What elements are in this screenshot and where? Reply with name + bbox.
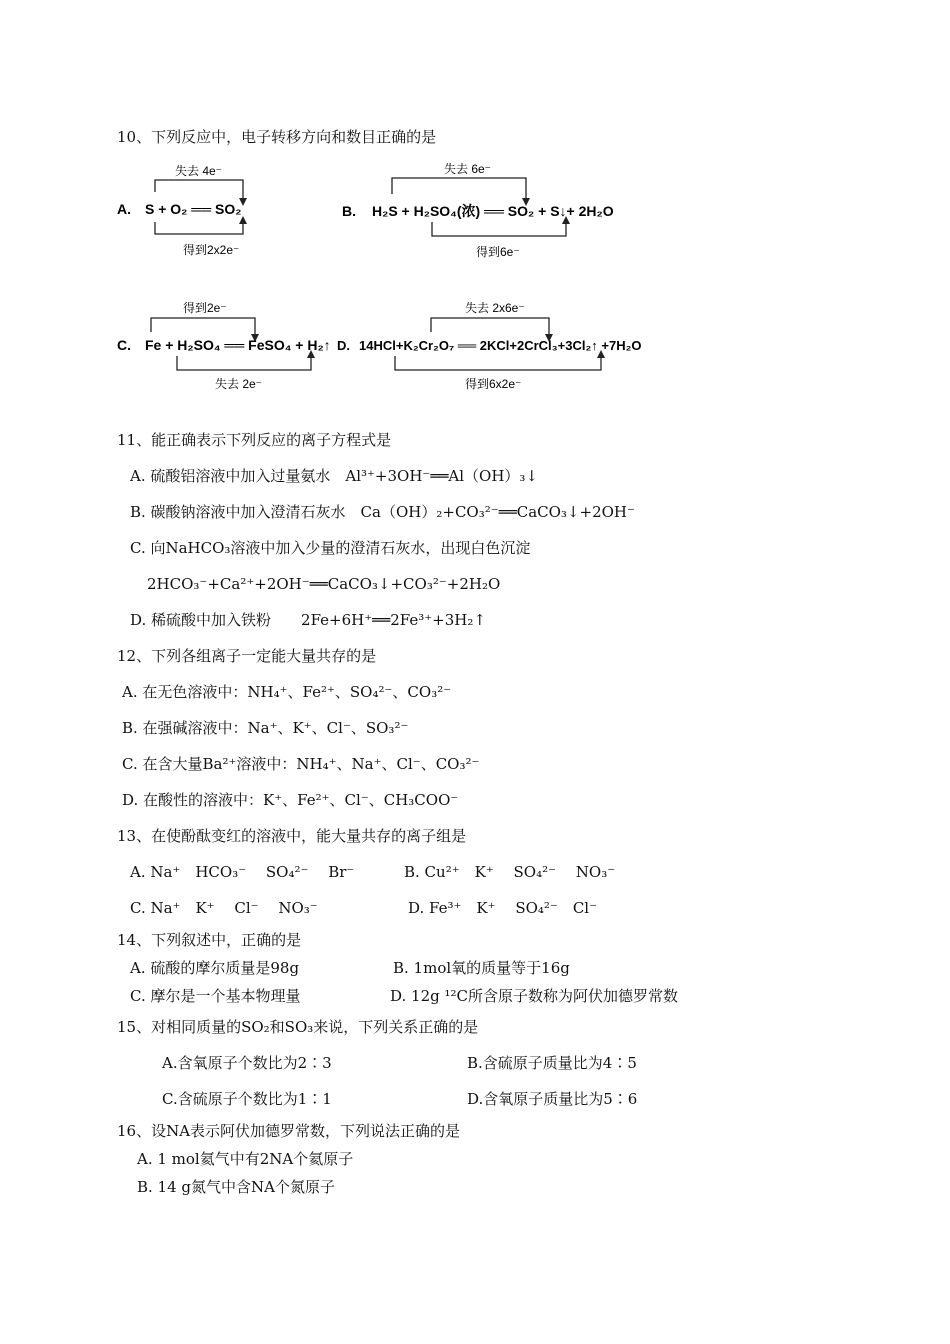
q13-option-c: C. Na⁺ K⁺ Cl⁻ NO₃⁻ [130,899,318,917]
q10-a-label: A. [117,201,131,217]
q15-option-a: A.含氧原子个数比为2∶3 [162,1054,332,1072]
q10-option-d-diagram [335,298,695,402]
q15-option-c: C.含硫原子个数比为1∶1 [162,1090,332,1108]
q10-option-c-diagram [115,298,335,397]
q14-option-d: D. 12g ¹²C所含原子数称为阿伏加德罗常数 [390,987,678,1005]
q12-option-b: B. 在强碱溶液中：Na⁺、K⁺、Cl⁻、SO₃²⁻ [122,719,409,737]
q13-option-b: B. Cu²⁺ K⁺ SO₄²⁻ NO₃⁻ [404,863,616,881]
q10-d-bottom: 得到6x2e⁻ [465,377,522,391]
q16-stem: 16、设NA表示阿伏加德罗常数，下列说法正确的是 [117,1122,461,1140]
q11-option-c: C. 向NaHCO₃溶液中加入少量的澄清石灰水，出现白色沉淀 [130,539,531,557]
q10-c-eq: Fe + H₂SO₄ ══ FeSO₄ + H₂↑ [145,337,331,353]
q11-option-a: A. 硫酸铝溶液中加入过量氨水 Al³⁺+3OH⁻══Al（OH）₃↓ [130,467,538,485]
q10-a-eq: S + O₂ ══ SO₂ [145,201,242,217]
q10-d-top: 失去 2x6e⁻ [465,301,525,315]
q11-option-b: B. 碳酸钠溶液中加入澄清石灰水 Ca（OH）₂+CO₃²⁻══CaCO₃↓+2OH⁻ [130,503,635,521]
q10-c-top: 得到2e⁻ [183,301,227,315]
q16-option-b: B. 14 g氮气中含NA个氮原子 [137,1178,335,1196]
q10-b-bottom: 得到6e⁻ [476,245,520,259]
q15-stem: 15、对相同质量的SO₂和SO₃来说，下列关系正确的是 [117,1018,479,1036]
q13-option-d: D. Fe³⁺ K⁺ SO₄²⁻ Cl⁻ [408,899,598,917]
q11-stem: 11、能正确表示下列反应的离子方程式是 [117,431,392,449]
q15-option-d: D.含氧原子质量比为5∶6 [467,1090,638,1108]
q11-option-d: D. 稀硫酸中加入铁粉 2Fe+6H⁺══2Fe³⁺+3H₂↑ [130,611,486,629]
q12-stem: 12、下列各组离子一定能大量共存的是 [117,647,377,665]
q14-option-b: B. 1mol氧的质量等于16g [393,959,570,977]
q10-option-b-diagram [340,158,640,272]
q10-b-eq: H₂S + H₂SO₄(浓) ══ SO₂ + S↓+ 2H₂O [372,203,614,219]
q10-c-label: C. [117,337,131,353]
q12-option-c: C. 在含大量Ba²⁺溶液中：NH₄⁺、Na⁺、Cl⁻、CO₃²⁻ [122,755,480,773]
q14-stem: 14、下列叙述中，正确的是 [117,931,302,949]
q13-stem: 13、在使酚酞变红的溶液中，能大量共存的离子组是 [117,827,467,845]
q15-option-b: B.含硫原子质量比为4∶5 [467,1054,637,1072]
q10-d-label: D. [337,338,350,353]
q10-d-eq: 14HCl+K₂Cr₂O₇ ══ 2KCl+2CrCl₃+3Cl₂↑ +7H₂O [359,338,642,353]
q14-option-c: C. 摩尔是一个基本物理量 [130,987,301,1005]
q10-b-top: 失去 6e⁻ [444,162,492,176]
q16-option-a: A. 1 mol氦气中有2NA个氦原子 [137,1150,354,1168]
q12-option-d: D. 在酸性的溶液中：K⁺、Fe²⁺、Cl⁻、CH₃COO⁻ [122,791,459,809]
q10-stem: 10、下列反应中，电子转移方向和数目正确的是 [117,128,437,146]
q10-a-bottom: 得到2x2e⁻ [183,243,240,257]
q13-option-a: A. Na⁺ HCO₃⁻ SO₄²⁻ Br⁻ [130,863,355,881]
q11-option-c-equation: 2HCO₃⁻+Ca²⁺+2OH⁻══CaCO₃↓+CO₃²⁻+2H₂O [147,575,501,593]
q12-option-a: A. 在无色溶液中：NH₄⁺、Fe²⁺、SO₄²⁻、CO₃²⁻ [122,683,452,701]
q10-option-a-diagram [115,162,285,266]
q10-b-label: B. [342,203,356,219]
q10-c-bottom: 失去 2e⁻ [215,377,263,391]
q14-option-a: A. 硫酸的摩尔质量是98g [130,959,300,977]
q10-a-top: 失去 4e⁻ [175,164,223,178]
